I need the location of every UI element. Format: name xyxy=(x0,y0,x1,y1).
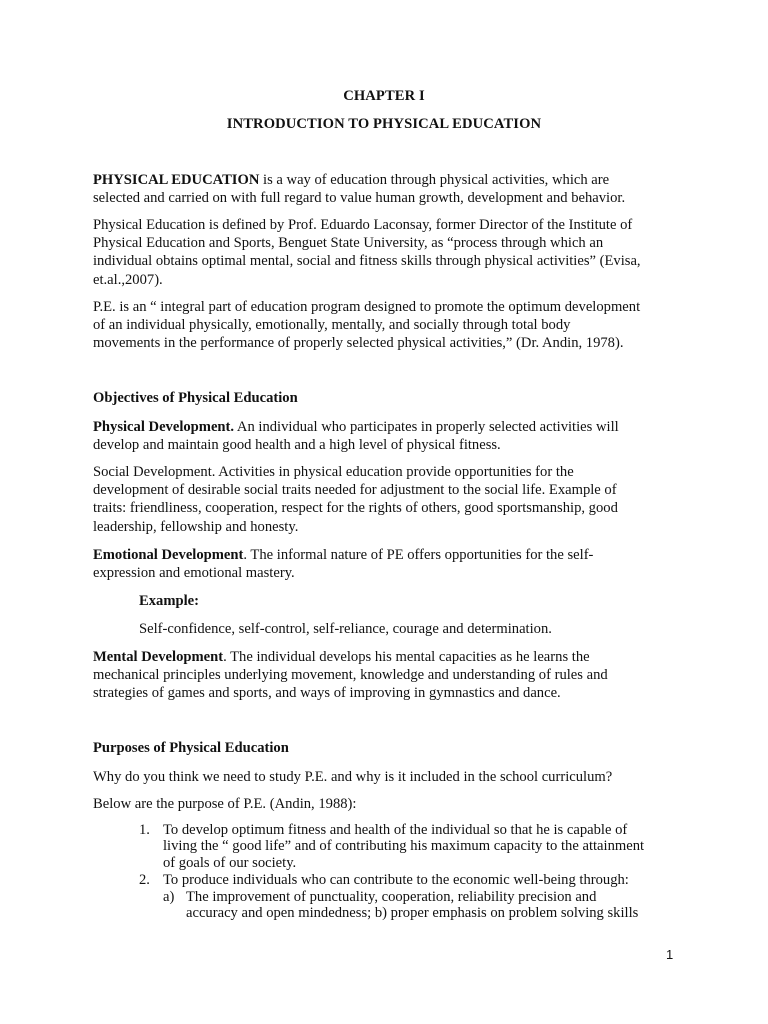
list-number: 2. xyxy=(139,872,150,888)
paragraph-mental-development xyxy=(93,648,683,703)
text-line: develop and maintain good health and a high level of physical fitness. xyxy=(93,437,501,454)
text-line: leadership, fellowship and honesty. xyxy=(93,518,299,535)
text-line: living the “ good life” and of contributing his maximum capacity to the attainment xyxy=(163,838,645,855)
purposes-heading: Purposes of Physical Education xyxy=(93,740,289,756)
list-text: To produce individuals who can contribute to the economic well-being through: xyxy=(163,872,629,888)
text-line: . The informal nature of PE offers opportunities for the self- xyxy=(243,547,594,563)
list-number: 1. xyxy=(139,822,150,838)
text-line: strategies of games and sports, and ways of improving in gymnastics and dance. xyxy=(93,685,561,702)
term-physical-education: PHYSICAL EDUCATION xyxy=(93,172,260,188)
text-line: movements in the performance of properly selected physical activities,” (Dr. Andin, 1978). xyxy=(93,335,624,352)
text-line: The improvement of punctuality, cooperation, reliability precision and xyxy=(186,889,597,905)
term-physical-development: Physical Development. xyxy=(93,419,235,435)
text-line: To develop optimum fitness and health of the individual so that he is capable of xyxy=(163,822,628,838)
text-line: of goals of our society. xyxy=(163,854,297,871)
text-line: selected and carried on with full regard to value human growth, development and behavior. xyxy=(93,190,626,207)
text-line: development of desirable social traits needed for adjustment to the social life. Example of xyxy=(93,482,617,499)
page-number: 1 xyxy=(666,947,674,962)
text-line: of an individual physically, emotionally, mentally, and socially through total body xyxy=(93,317,571,334)
text-line: P.E. is an “ integral part of education program designed to promote the optimum development xyxy=(93,299,641,315)
list-text xyxy=(163,822,685,871)
sublist-text xyxy=(186,889,686,922)
example-text: Self-confidence, self-control, self-reliance, courage and determination. xyxy=(139,621,552,637)
objectives-heading: Objectives of Physical Education xyxy=(93,390,298,406)
text-line: Physical Education is defined by Prof. Eduardo Laconsay, former Director of the Institute of xyxy=(93,217,633,233)
list-item-1 xyxy=(139,822,684,872)
sublist-letter: a) xyxy=(163,889,175,905)
text-line: mechanical principles underlying movement, knowledge and understanding of rules and xyxy=(93,667,608,684)
paragraph-question: Why do you think we need to study P.E. and why is it included in the school curriculum? xyxy=(93,769,613,785)
text-line: Physical Education and Sports, Benguet State University, as “process through which an xyxy=(93,235,604,252)
example-label: Example: xyxy=(139,593,199,609)
text-line: An individual who participates in properly selected activities will xyxy=(234,419,619,435)
chapter-title: INTRODUCTION TO PHYSICAL EDUCATION xyxy=(226,116,542,132)
text-line: expression and emotional mastery. xyxy=(93,565,295,582)
text-line: accuracy and open mindedness; b) proper emphasis on problem solving skills xyxy=(186,905,639,922)
term-mental-development: Mental Development xyxy=(93,649,224,665)
text-line: is a way of education through physical activities, which are xyxy=(259,172,610,188)
text-line: Social Development. Activities in physical education provide opportunities for the xyxy=(93,464,574,480)
text-line: et.al.,2007). xyxy=(93,271,163,288)
text-line: individual obtains optimal mental, social and fitness skills through physical activities” (Evisa, xyxy=(93,253,641,270)
chapter-label: CHAPTER I xyxy=(343,88,425,104)
term-emotional-development: Emotional Development xyxy=(93,547,244,563)
paragraph-andin-definition xyxy=(93,298,683,353)
paragraph-pe-definition xyxy=(93,171,683,207)
text-line: traits: friendliness, cooperation, respect for the rights of others, good sportsmanship, good xyxy=(93,500,618,517)
paragraph-social-development xyxy=(93,463,683,536)
sublist-item-a xyxy=(163,889,683,923)
text-line: . The individual develops his mental capacities as he learns the xyxy=(223,649,590,665)
paragraph-physical-development xyxy=(93,418,683,454)
list-item-2 xyxy=(139,872,684,889)
paragraph-below: Below are the purpose of P.E. (Andin, 1988): xyxy=(93,796,357,812)
paragraph-laconsay-definition xyxy=(93,216,683,289)
paragraph-emotional-development xyxy=(93,546,683,582)
